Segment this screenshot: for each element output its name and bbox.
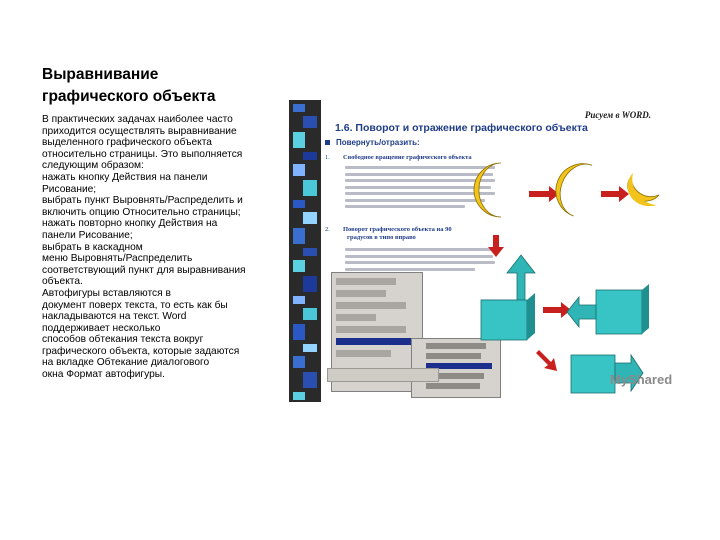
body-line: способов обтекания текста вокруг <box>42 334 204 346</box>
doc-item-2 <box>325 226 452 233</box>
teal-arrow-cube-1 <box>481 255 535 340</box>
item-2-text: Поворот графического объекта на 90 <box>343 226 452 233</box>
body-line: выбрать пункт Выровнять/Распределить и <box>42 195 243 207</box>
teal-arrow-cube-2 <box>567 284 649 334</box>
body-line: нажать кнопку Действия на панели <box>42 171 208 183</box>
body-line: графического объекта, которые задаются <box>42 345 240 357</box>
body-line: накладываются на текст. Word <box>42 311 187 323</box>
item-1-text: Свободное вращение графического объекта <box>343 154 472 161</box>
document-page <box>321 100 659 402</box>
body-line: нажать повторно кнопку Действия на <box>42 218 218 230</box>
body-line: следующим образом: <box>42 160 144 172</box>
shapes-illustration <box>471 155 659 405</box>
body-line: панели Рисование; <box>42 229 133 241</box>
doc-item-2-line2 <box>347 234 416 241</box>
body-line: поддерживает несколько <box>42 322 161 334</box>
drawing-toolbar <box>327 368 439 382</box>
body-line: относительно страницы. Это выполняется <box>42 148 243 160</box>
red-arrow-2 <box>601 186 629 202</box>
moon-shape-2 <box>548 156 592 216</box>
watermark: MyShared <box>610 372 673 387</box>
red-arrow-diagonal <box>536 350 557 371</box>
item-1-number: 1. <box>325 154 330 161</box>
body-line: Рисование; <box>42 183 97 195</box>
body-line: документ поверх текста, то есть как бы <box>42 299 228 311</box>
body-line: на вкладке Обтекание диалогового <box>42 357 210 369</box>
item-2-text-line-2: градусов в типо вправо <box>347 234 416 241</box>
red-arrow-3 <box>543 302 571 318</box>
title-line-2: графического объекта <box>42 88 216 105</box>
slide-body-text <box>42 114 277 381</box>
figure-picture <box>289 100 659 402</box>
body-line: выделенного графического объекта <box>42 137 212 149</box>
body-line: соответствующий пункт для выравнивания <box>42 264 246 276</box>
slide-title <box>42 64 282 108</box>
decorative-stripe <box>289 100 321 402</box>
doc-subheading <box>325 138 420 147</box>
subheading-text: Повернуть/отразить: <box>336 138 420 147</box>
moon-shape-1 <box>474 163 501 217</box>
doc-heading: 1.6. Поворот и отражение графического объекта <box>335 122 588 134</box>
body-line: В практических задачах наиболее часто <box>42 114 233 125</box>
red-arrow-down <box>488 235 504 257</box>
moon-shape-3 <box>628 173 659 206</box>
item-2-number: 2. <box>325 226 330 233</box>
body-line: включить опцию Относительно страницы; <box>42 206 241 218</box>
word-caption: Рисуем в WORD. <box>584 110 651 120</box>
body-line: объекта. <box>42 276 83 288</box>
body-line: выбрать в каскадном <box>42 241 143 253</box>
red-arrow-1 <box>529 186 559 202</box>
body-line: окна Формат автофигуры. <box>42 369 165 381</box>
bullet-icon <box>325 140 330 145</box>
body-line: меню Выровнять/Распределить <box>42 253 193 265</box>
body-line: приходится осуществлять выравнивание <box>42 125 237 137</box>
title-line-1: Выравнивание <box>42 66 159 83</box>
doc-item-1 <box>325 154 472 161</box>
body-line: Автофигуры вставляются в <box>42 287 171 299</box>
